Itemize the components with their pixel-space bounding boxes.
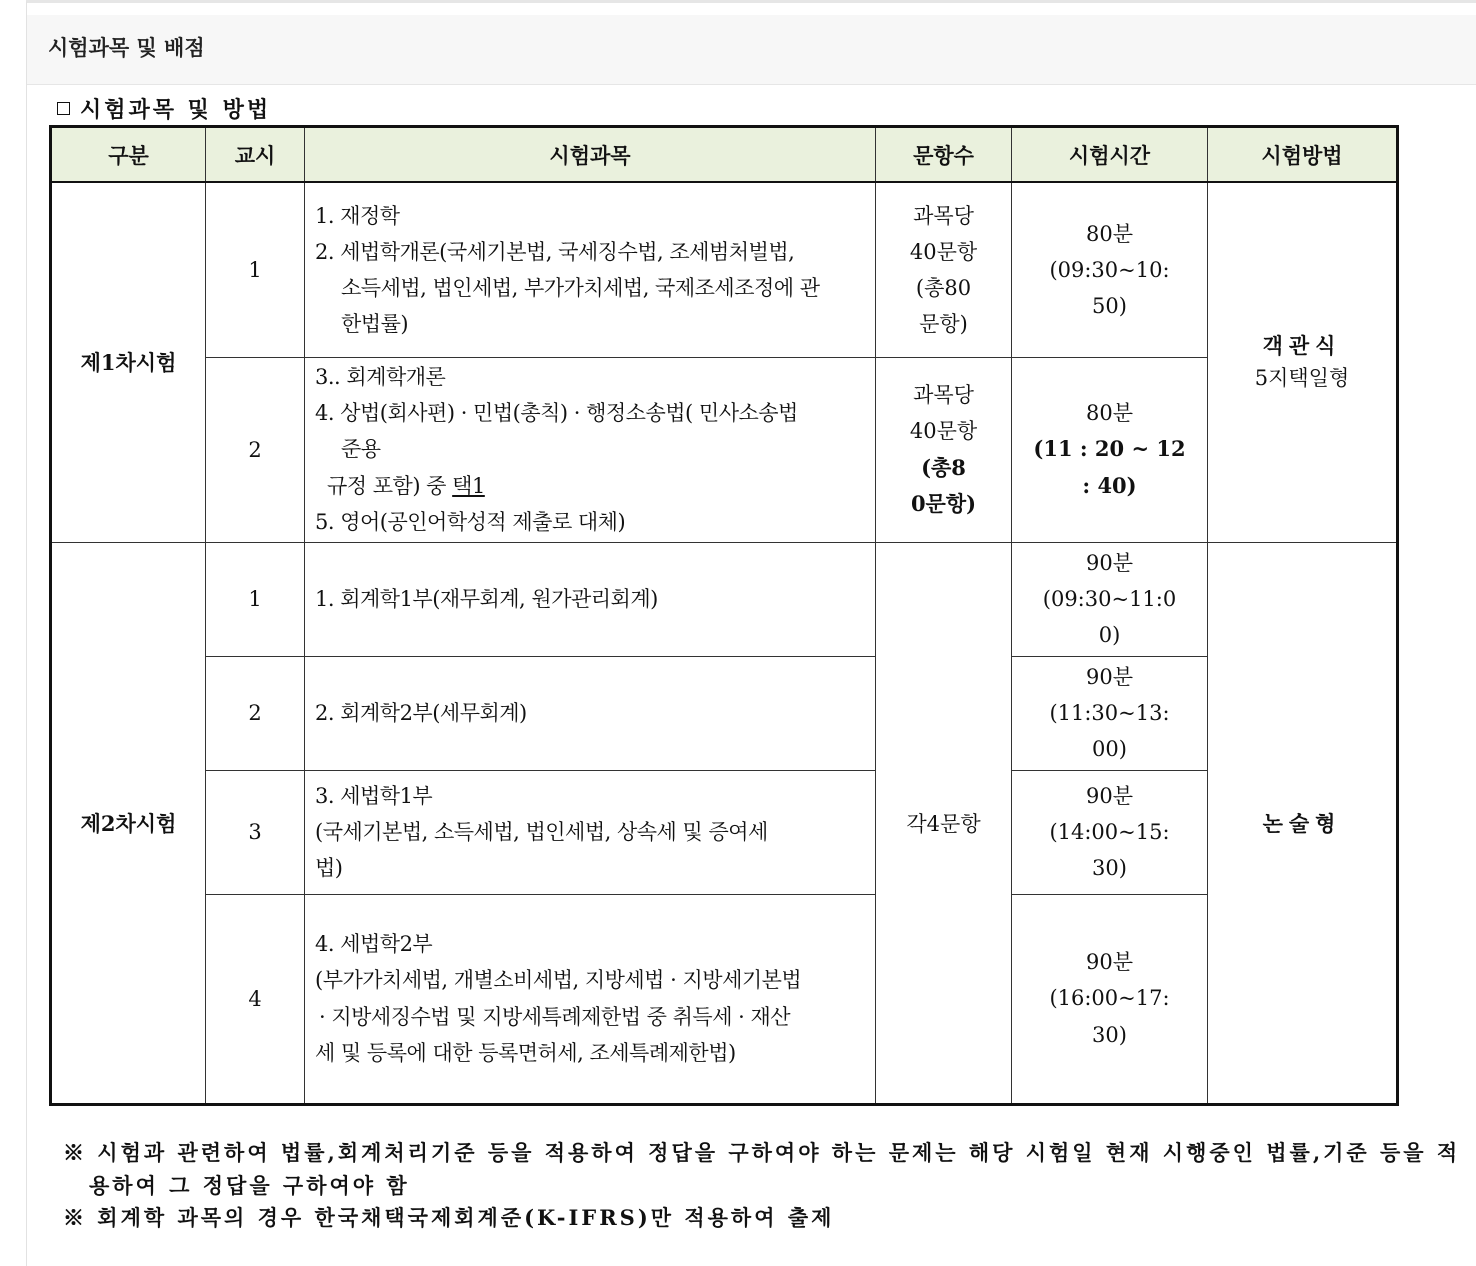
time-line: 90분 — [1085, 783, 1133, 808]
questions-line: 과목당 — [913, 203, 974, 228]
subject-fragment: 규정 포함) 중 — [327, 473, 453, 498]
time-line: 50) — [1092, 293, 1127, 318]
subject-underlined: 택1 — [452, 473, 485, 498]
table-row — [51, 656, 1398, 770]
questions-line: 40문항 — [909, 419, 978, 444]
period-cell: 1 — [206, 182, 305, 357]
subject-cell — [305, 770, 876, 894]
header-category: 구분 — [51, 127, 206, 183]
header-period: 교시 — [206, 127, 305, 183]
header-method: 시험방법 — [1208, 127, 1398, 183]
subject-line: 3. 세법학1부 — [315, 783, 433, 808]
subject-line: 세 및 등록에 대한 등록면허세, 조세특례제한법) — [315, 1040, 736, 1065]
round1-method-title: 객관식 — [1262, 332, 1342, 358]
time-cell — [1012, 542, 1208, 656]
subject-line: 3.. 회계학개론 — [315, 365, 446, 390]
table-row — [51, 182, 1398, 357]
period-cell: 4 — [206, 894, 305, 1104]
questions-line: 문항) — [919, 311, 968, 336]
round1-label: 제1차시험 — [51, 182, 206, 542]
questions-cell — [876, 182, 1012, 357]
period-cell: 3 — [206, 770, 305, 894]
header-subject: 시험과목 — [305, 127, 876, 183]
subheading — [57, 93, 271, 124]
time-line: (16:00~17: — [1049, 986, 1170, 1011]
subject-line: (부가가치세법, 개별소비세법, 지방세법 · 지방세기본법 — [315, 968, 802, 993]
square-bullet-icon — [57, 102, 70, 115]
subject-line: 2. 회계학2부(세무회계) — [315, 700, 527, 725]
note-item: ※ 회계학 과목의 경우 한국채택국제회계준(K-IFRS)만 적용하여 출제 — [63, 1205, 835, 1231]
questions-cell — [876, 357, 1012, 542]
time-cell — [1012, 357, 1208, 542]
exam-table — [49, 125, 1399, 1106]
content-panel — [26, 0, 1476, 1266]
period-cell: 2 — [206, 357, 305, 542]
subject-line: 법) — [315, 856, 343, 881]
subject-line: 4. 세법학2부 — [315, 932, 433, 957]
header-questions: 문항수 — [876, 127, 1012, 183]
questions-line: (총8 — [921, 454, 966, 480]
time-line: 80분 — [1085, 401, 1133, 426]
subject-cell — [305, 182, 876, 357]
subject-cell — [305, 656, 876, 770]
section-header — [27, 15, 1476, 85]
time-line: 90분 — [1085, 550, 1133, 575]
subheading-text: 시험과목 및 방법 — [80, 97, 272, 123]
subject-line: 1. 회계학1부(재무회계, 원가관리회계) — [315, 586, 658, 611]
subject-line: 소득세법, 법인세법, 부가가치세법, 국제조세조정에 관 — [341, 275, 820, 300]
round2-method: 논술형 — [1208, 542, 1398, 1104]
subject-line: 1. 재정학 — [315, 203, 400, 228]
subject-cell — [305, 357, 876, 542]
subject-line: (국세기본법, 소득세법, 법인세법, 상속세 및 증여세 — [315, 819, 768, 844]
table-header-row — [51, 127, 1398, 183]
note-item: ※ 시험과 관련하여 법률,회계처리기준 등을 적용하여 정답을 구하여야 하는 문제는 해당 시험일 현재 시행중인 법률,기준 등을 적용하여 그 정답을 구하여야 함 — [63, 1140, 1461, 1198]
subject-cell — [305, 894, 876, 1104]
subject-line: 준용 — [341, 437, 381, 462]
subject-line — [315, 468, 865, 504]
time-line: 90분 — [1085, 664, 1133, 689]
section-title: 시험과목 및 배점 — [48, 36, 205, 60]
table-row — [51, 542, 1398, 656]
time-cell — [1012, 770, 1208, 894]
table-row — [51, 894, 1398, 1104]
notes — [63, 1137, 1463, 1235]
time-cell — [1012, 656, 1208, 770]
time-line: (09:30~10: — [1049, 257, 1170, 282]
table-row — [51, 770, 1398, 894]
time-line: 30) — [1092, 1022, 1127, 1047]
subject-line: 2. 세법학개론(국세기본법, 국세징수법, 조세범처벌법, — [315, 239, 795, 264]
time-line: 00) — [1092, 737, 1127, 762]
time-line: 0) — [1098, 623, 1121, 648]
time-line: (09:30~11:0 — [1042, 586, 1177, 611]
time-line: (14:00~15: — [1049, 819, 1170, 844]
questions-line: 과목당 — [913, 383, 974, 408]
header-time: 시험시간 — [1012, 127, 1208, 183]
time-cell — [1012, 894, 1208, 1104]
questions-line: 0문항) — [910, 490, 977, 516]
subject-line: · 지방세징수법 및 지방세특례제한법 중 취득세 · 재산 — [319, 1004, 791, 1029]
time-line: (11 : 20 ~ 12 — [1033, 436, 1186, 462]
round2-label: 제2차시험 — [51, 542, 206, 1104]
questions-line: (총80 — [915, 275, 972, 300]
subject-cell — [305, 542, 876, 656]
time-line: : 40) — [1082, 472, 1137, 498]
questions-line: 40문항 — [909, 239, 978, 264]
time-cell — [1012, 182, 1208, 357]
time-line: 90분 — [1085, 950, 1133, 975]
table-row — [51, 357, 1398, 542]
time-line: (11:30~13: — [1049, 700, 1170, 725]
subject-line: 4. 상법(회사편) · 민법(총칙) · 행정소송법( 민사소송법 — [315, 401, 798, 426]
time-line: 80분 — [1085, 221, 1133, 246]
subject-line: 5. 영어(공인어학성적 제출로 대체) — [315, 509, 626, 534]
time-line: 30) — [1092, 856, 1127, 881]
round1-method-sub: 5지택일형 — [1254, 366, 1350, 391]
round2-questions: 각4문항 — [876, 542, 1012, 1104]
round1-method-cell — [1208, 182, 1398, 542]
period-cell: 2 — [206, 656, 305, 770]
period-cell: 1 — [206, 542, 305, 656]
subject-line: 한법률) — [341, 311, 409, 336]
